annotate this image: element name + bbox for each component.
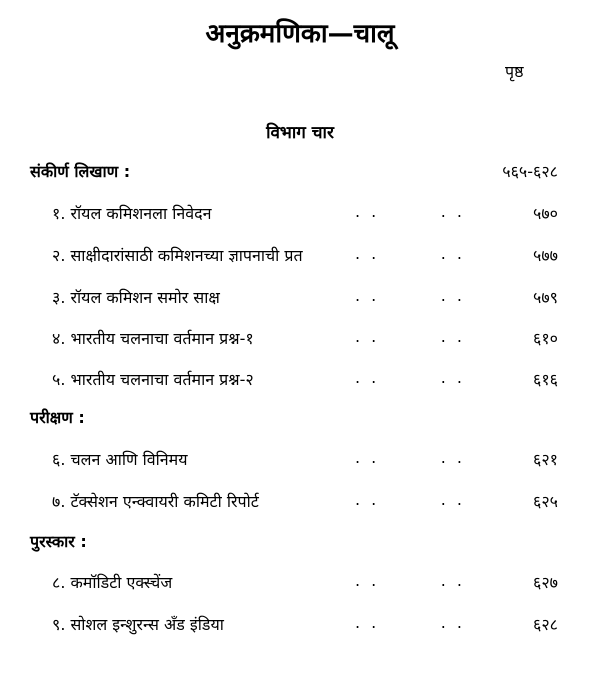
toc-entry-title: १. रॉयल कमिशनला निवेदन — [52, 204, 212, 223]
toc-entry-page: ५७९ — [533, 288, 558, 307]
leader-dots: . . — [355, 202, 380, 221]
toc-entry — [52, 368, 558, 392]
toc-entry-title: २. साक्षीदारांसाठी कमिशनच्या ज्ञापनाची प्रत — [52, 246, 303, 265]
leader-dots: . . — [440, 490, 465, 509]
leader-dots: . . — [440, 368, 465, 387]
toc-entry-title: ७. टॅक्सेशन एन्क्वायरी कमिटी रिपोर्ट — [52, 492, 259, 511]
toc-entry — [52, 571, 558, 595]
toc-entry-page: ५७७ — [533, 246, 558, 265]
toc-entry — [52, 448, 558, 472]
toc-leader-dots — [355, 613, 465, 632]
section-heading-misc-writings: संकीर्ण लिखाण : — [30, 162, 131, 181]
toc-entry-page: ६१६ — [533, 370, 558, 389]
toc-leader-dots — [355, 448, 465, 467]
toc-entry-page: ५७० — [533, 204, 558, 223]
toc-entry-title: ९. सोशल इन्शुरन्स अँड इंडिया — [52, 615, 224, 634]
toc-entry-page: ६२७ — [533, 573, 558, 592]
page-title: अनुक्रमणिका—चालू — [205, 19, 395, 49]
page-column-label: पृष्ठ — [505, 62, 524, 81]
toc-entry-title: ३. रॉयल कमिशन समोर साक्ष — [52, 288, 220, 307]
leader-dots: . . — [355, 327, 380, 346]
leader-dots: . . — [440, 448, 465, 467]
leader-dots: . . — [355, 368, 380, 387]
toc-leader-dots — [355, 286, 465, 305]
toc-leader-dots — [355, 571, 465, 590]
toc-entry — [52, 202, 558, 226]
leader-dots: . . — [440, 327, 465, 346]
toc-entry-page: ६१० — [533, 329, 558, 348]
section-heading-prefaces: पुरस्कार : — [30, 532, 87, 551]
section-page-range: ५६५-६२८ — [502, 162, 558, 181]
leader-dots: . . — [440, 613, 465, 632]
toc-entry — [52, 244, 558, 268]
leader-dots: . . — [355, 244, 380, 263]
toc-leader-dots — [355, 244, 465, 263]
toc-leader-dots — [355, 368, 465, 387]
toc-entry-title: ८. कमॉडिटी एक्स्चेंज — [52, 573, 173, 592]
toc-leader-dots — [355, 490, 465, 509]
leader-dots: . . — [440, 286, 465, 305]
toc-entry — [52, 613, 558, 637]
leader-dots: . . — [440, 202, 465, 221]
toc-entry — [52, 286, 558, 310]
leader-dots: . . — [355, 613, 380, 632]
toc-entry — [52, 490, 558, 514]
toc-entry-title: ६. चलन आणि विनिमय — [52, 450, 188, 469]
toc-leader-dots — [355, 202, 465, 221]
section-heading-reviews: परीक्षण : — [30, 408, 85, 427]
leader-dots: . . — [355, 448, 380, 467]
toc-entry-page: ६२१ — [533, 450, 558, 469]
toc-entry-title: ५. भारतीय चलनाचा वर्तमान प्रश्न-२ — [52, 370, 254, 389]
leader-dots: . . — [355, 286, 380, 305]
toc-leader-dots — [355, 327, 465, 346]
part-heading: विभाग चार — [266, 123, 334, 143]
leader-dots: . . — [440, 244, 465, 263]
toc-entry-title: ४. भारतीय चलनाचा वर्तमान प्रश्न-१ — [52, 329, 254, 348]
toc-entry-page: ६२८ — [533, 615, 558, 634]
toc-entry — [52, 327, 558, 351]
toc-entry-page: ६२५ — [533, 492, 558, 511]
leader-dots: . . — [355, 571, 380, 590]
leader-dots: . . — [355, 490, 380, 509]
leader-dots: . . — [440, 571, 465, 590]
